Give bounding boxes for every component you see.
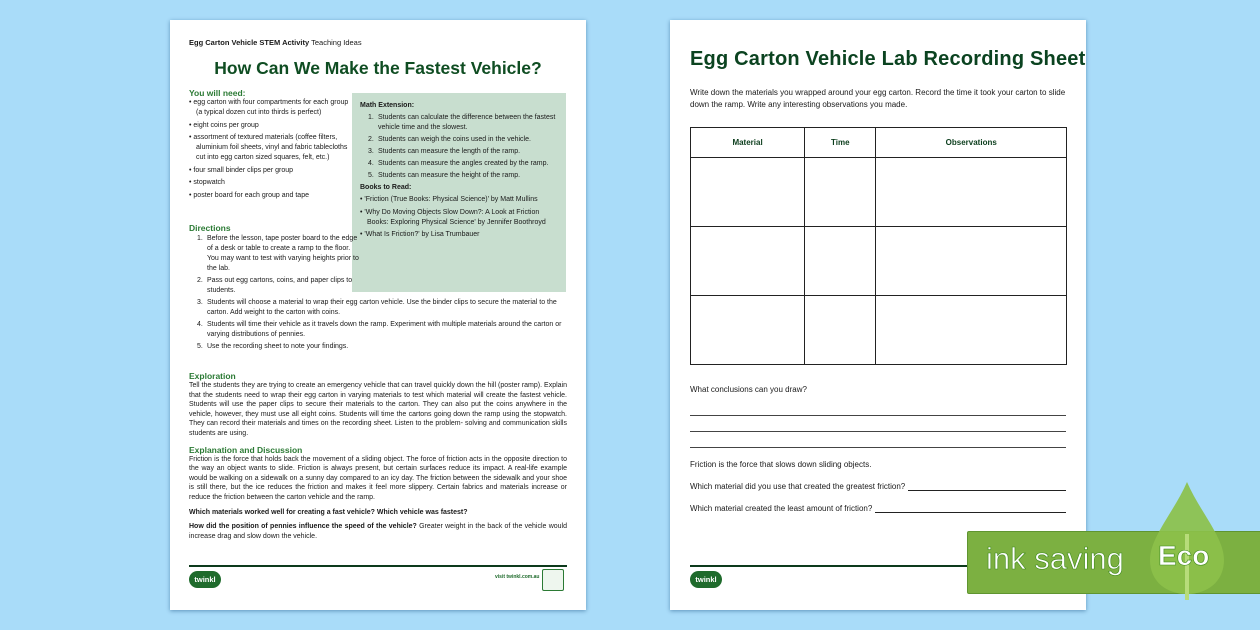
activity-page [170,20,586,610]
column-header: Observations [876,128,1067,158]
header-subtitle: Teaching Ideas [311,38,362,47]
table-cell[interactable] [876,296,1067,365]
conclusions-prompt: What conclusions can you draw? [690,385,807,394]
column-header: Time [805,128,876,158]
list-item: • poster board for each group and tape [189,191,349,201]
answer-line[interactable] [690,447,1066,448]
recording-table [690,127,1067,365]
greatest-friction-question: Which material did you use that created the greatest friction? [690,482,1066,491]
list-item: • stopwatch [189,178,349,188]
books-heading: Books to Read: [360,184,412,191]
banner-text: ink saving [986,541,1124,576]
table-cell[interactable] [876,158,1067,227]
footer-link[interactable]: visit twinkl.com.au [495,574,540,580]
list-item: • assortment of textured materials (coffee filters, aluminium foil sheets, vinyl and fabric tablecloths cut into egg carton sized squares, felt, etc.) [189,133,349,163]
twinkl-logo: twinkl [690,571,722,588]
answer-line[interactable] [875,504,1066,513]
answer-line[interactable] [690,431,1066,432]
explanation-heading: Explanation and Discussion [189,444,303,455]
sheet-title: Egg Carton Vehicle Lab Recording Sheet [690,48,1086,70]
table-row [691,158,1067,227]
directions-list [189,234,569,354]
list-item: • 'Why Do Moving Objects Slow Down?: A Look at Friction Books: Exploring Physical Science' by Jennifer Boothroyd [360,208,558,228]
header-title: Egg Carton Vehicle STEM Activity [189,38,310,47]
list-item: 2. Students can weigh the coins used in the vehicle. [368,136,531,143]
eco-label: Eco [1158,540,1210,571]
math-heading: Math Extension: [360,102,415,109]
list-item: • 'What Is Friction?' by Lisa Trumbauer [360,230,558,240]
footer-divider [189,565,567,567]
exploration-text: Tell the students they are trying to create an emergency vehicle that can travel quickly down the hill (poster ramp). Explain that the students need to wrap their egg carton in varying materials to test which material will create the fastest vehicle. Students will use the paper clips to secure their materials to the carton. They can also put the coins anywhere in the vehicle, however, they must use all eight coins. Students will time the cartons going down the ramp using the stopwatch. They can record their materials and times on the recording sheet. Listen to the problem- solving and communication skills students are using. [189,382,567,437]
table-cell[interactable] [805,227,876,296]
twinkl-logo: twinkl [189,571,221,588]
recording-sheet-page [670,20,1086,610]
list-item: • eight coins per group [189,121,349,131]
answer-line[interactable] [690,415,1066,416]
list-item: • 'Friction (True Books: Physical Science)' by Matt Mullins [360,195,558,205]
friction-definition: Friction is the force that slows down sliding objects. [690,460,872,469]
materials-heading: You will need: [189,88,246,98]
answer-line[interactable] [908,482,1066,491]
quality-badge-icon [542,569,564,591]
list-item: 5. Use the recording sheet to note your findings. [197,343,349,350]
list-item: 3. Students will choose a material to wrap their egg carton vehicle. Use the binder clips to secure the material to the carton. Add weight to the carton with coins. [197,299,557,316]
list-item: 4. Students can measure the angles created by the ramp. [368,160,549,167]
column-header: Material [691,128,805,158]
directions-heading: Directions [189,223,231,233]
sheet-instructions: Write down the materials you wrapped around your egg carton. Record the time it took your carton to slide down the ramp. Write any interesting observations you made. [690,88,1066,109]
discussion-question: How did the position of pennies influence the speed of the vehicle? Greater weight in the back of the vehicle would increase drag and slow down the vehicle. [189,523,567,540]
table-cell[interactable] [691,296,805,365]
materials-list [189,98,349,201]
table-cell[interactable] [805,158,876,227]
list-item: • egg carton with four compartments for each group (a typical dozen cut into thirds is perfect) [189,98,349,118]
list-item: 3. Students can measure the length of the ramp. [368,148,521,155]
table-cell[interactable] [691,158,805,227]
table-cell[interactable] [805,296,876,365]
list-item: 5. Students can measure the height of the ramp. [368,172,521,179]
list-item: 1. Students can calculate the difference between the fastest vehicle time and the slowest. [368,114,556,131]
table-row [691,227,1067,296]
list-item: 2. Pass out egg cartons, coins, and paper clips to students. [197,277,353,294]
exploration-heading: Exploration [189,371,236,381]
least-friction-question: Which material created the least amount of friction? [690,504,1066,513]
list-item: 4. Students will time their vehicle as it travels down the ramp. Experiment with multiple materials around the carton or varying distributions of pennies. [197,321,562,338]
table-cell[interactable] [876,227,1067,296]
materials-section [189,88,349,203]
exploration-section [189,371,567,541]
explanation-text: Friction is the force that holds back the movement of a sliding object. The force of friction acts in the opposite direction to the way an object wants to slide. Friction is always present, but certain surfaces reduce its impact. A real-life example would be walking on a sidewalk on a sunny day compared to an icy day. The friction between the sidewalk and your shoe is still there, but the ice reduces the friction and makes it feel more slippery. Certain fabrics and materials increase or reduce the friction between the carton vehicle and the ramp. [189,455,567,501]
discussion-question: Which materials worked well for creating a fast vehicle? Which vehicle was fastest? [189,508,468,516]
page-header [189,38,362,47]
list-item: 1. Before the lesson, tape poster board to the edge of a desk or table to create a ramp to the floor. You may want to test with varying heights prior to the lab. [197,235,359,272]
page-title: How Can We Make the Fastest Vehicle? [214,58,542,78]
table-row [691,296,1067,365]
math-list [360,113,558,181]
list-item: • four small binder clips per group [189,166,349,176]
table-cell[interactable] [691,227,805,296]
